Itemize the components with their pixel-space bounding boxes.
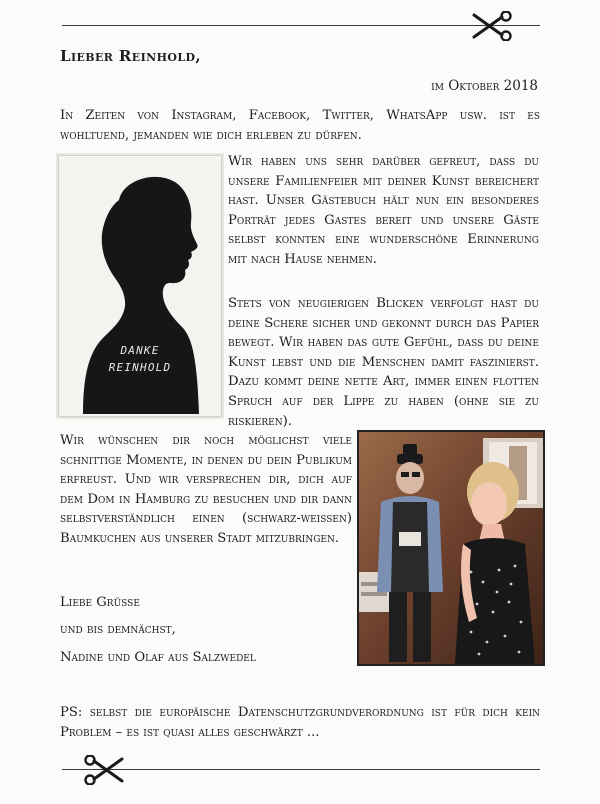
paragraph-3: Wir wünschen dir noch möglichst viele schnittige Momente, in denen du dein Publikum erfreust. Und wir versprechen dir, dich auf dem Dom in Hamburg zu besuchen und dir dann selbstverständlich einen (schwarz-weißen) Baumkuchen aus unserer Stadt mitzubringen. [60, 433, 352, 546]
top-cut-line [62, 25, 540, 26]
party-photo [357, 430, 545, 666]
closing-line-2: und bis demnächst, [60, 622, 176, 637]
card-label-line-1: DANKE [120, 344, 160, 357]
paragraph-2: Stets von neugierigen Blicken verfolgt hast du deine Schere sicher und gekonnt durch das Papier bewegt. Wir haben das gute Gefühl, dass du deine Kunst lebst und die Menschen damit faszinierst. Dazu kommt deine nette Art, immer einen flotten Spruch auf der Lippe zu haben (ohne sie zu riskieren). [228, 296, 539, 429]
photo-scene [359, 432, 543, 664]
paragraph-1: Wir haben uns sehr darüber gefreut, dass du unsere Familienfeier mit deiner Kunst bereichert hast. Unser Gästebuch hält nun ein besonderes Porträt jedes Gastes bereit und unsere Gäste selbst konnten eine wunderschöne Erinnerung mit nach Hause nehmen. [228, 154, 539, 267]
scissors-icon [470, 11, 514, 41]
bottom-cut-line [62, 769, 540, 770]
postscript: PS: selbst die europäische Datenschutzgrundverordnung ist für dich kein Problem – es ist quasi alles geschwärzt ... [60, 705, 540, 740]
card-label-line-2: REINHOLD [108, 361, 172, 374]
silhouette-card [58, 155, 222, 417]
intro-paragraph: In Zeiten von Instagram, Facebook, Twitter, WhatsApp usw. ist es wohltuend, jemanden wie dich erleben zu dürfen. [60, 108, 540, 143]
letter-date: im Oktober 2018 [431, 78, 538, 94]
silhouette-portrait [59, 156, 221, 416]
letter-greeting: Lieber Reinhold, [60, 47, 202, 65]
scissors-icon [82, 755, 126, 785]
closing-line-1: Liebe Grüße [60, 595, 140, 610]
signature: Nadine und Olaf aus Salzwedel [60, 650, 256, 665]
